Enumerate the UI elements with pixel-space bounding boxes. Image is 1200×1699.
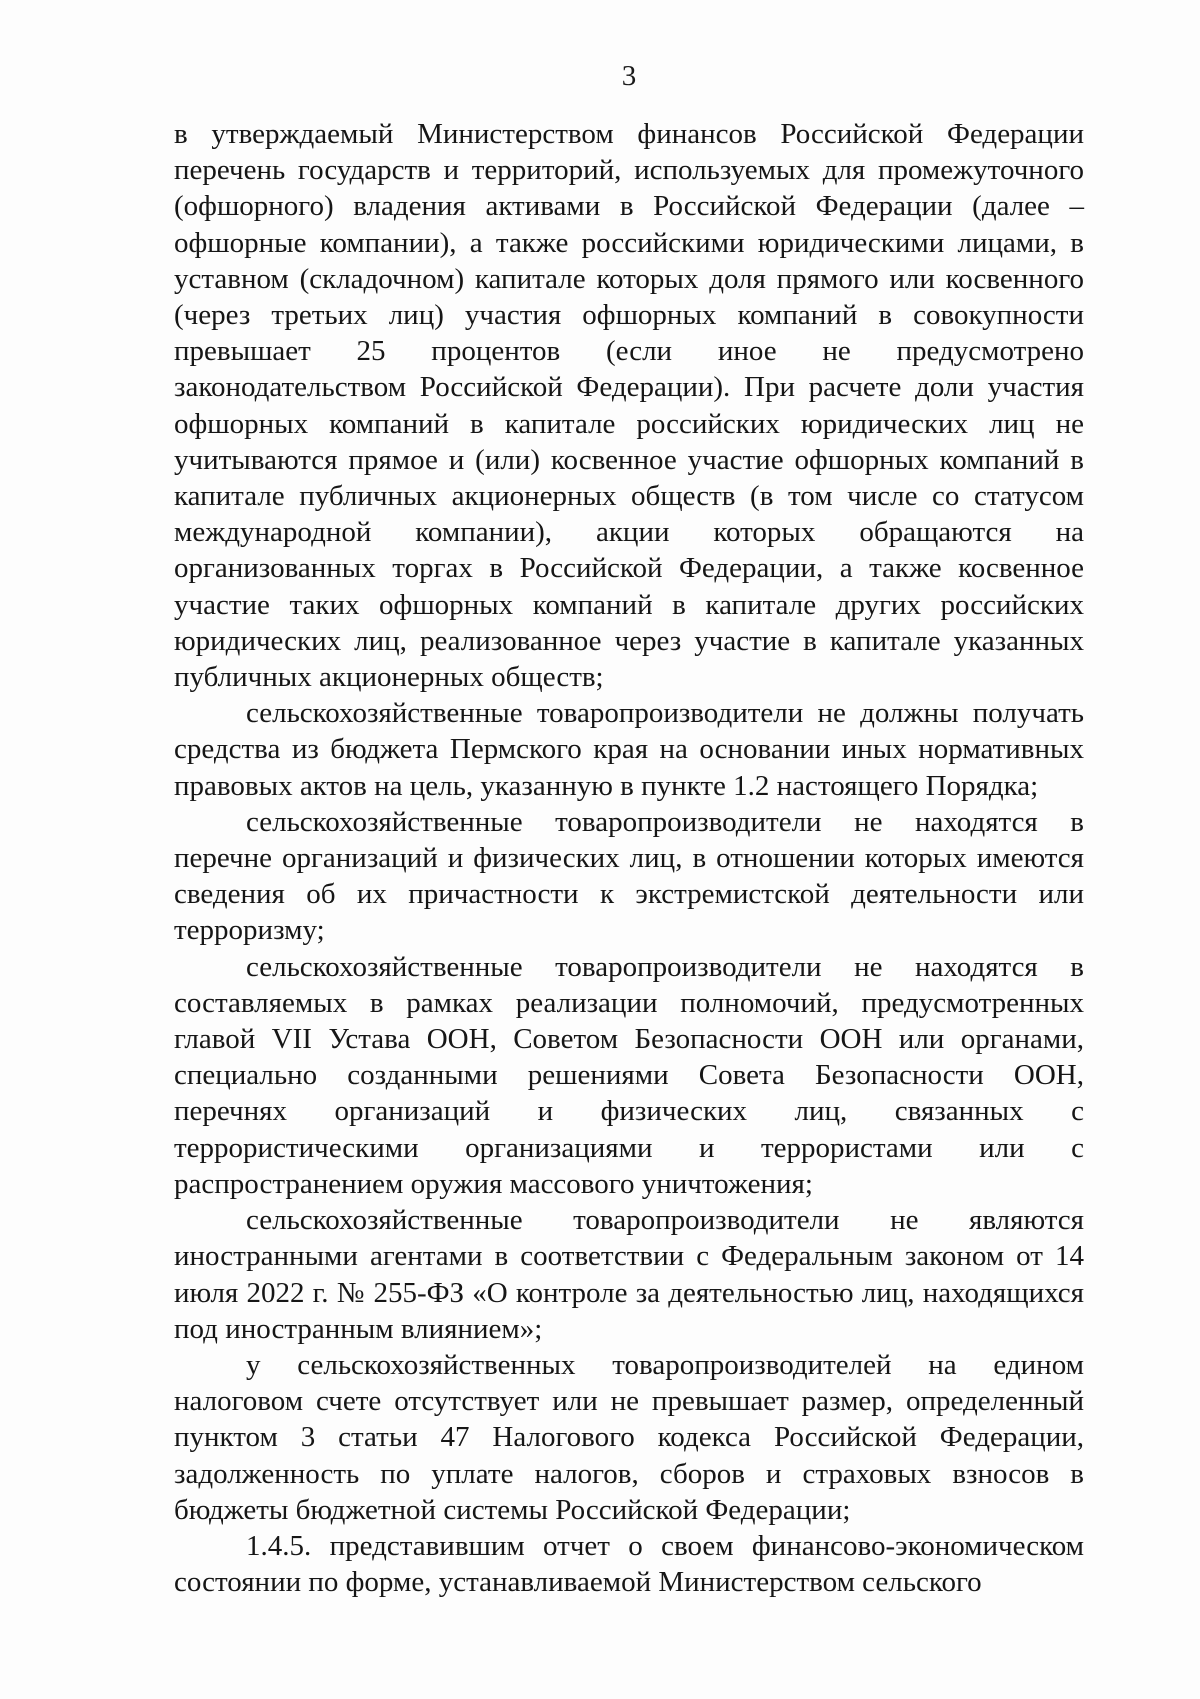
paragraph-budget-funds: сельскохозяйственные товаропроизводители не должны получать средства из бюджета Пермского края на основании иных нормативных правовых актов на цель, указанную в пункте 1.2 настоящего Порядка;	[174, 697, 1084, 802]
document-body	[174, 116, 1084, 1600]
paragraph-offshore-continuation: в утверждаемый Министерством финансов Российской Федерации перечень государств и территорий, используемых для промежуточного (офшорного) владения активами в Российской Федерации (далее – офшорные компании), а также российскими юридическими лицами, в уставном (складочном) капитале которых доля прямого или косвенного (через третьих лиц) участия офшорных компаний в совокупности превышает 25 процентов (если иное не предусмотрено законодательством Российской Федерации). При расчете доли участия офшорных компаний в капитале российских юридических лиц не учитываются прямое и (или) косвенное участие офшорных компаний в капитале публичных акционерных обществ (в том числе со статусом международной компании), акции которых обращаются на организованных торгах в Российской Федерации, а также косвенное участие таких офшорных компаний в капитале других российских юридических лиц, реализованное через участие в капитале указанных публичных акционерных обществ;	[174, 118, 1084, 694]
paragraph-tax-debt: у сельскохозяйственных товаропроизводителей на едином налоговом счете отсутствует или не превышает размер, определенный пунктом 3 статьи 47 Налогового кодекса Российской Федерации, задолженность по уплате налогов, сборов и страховых взносов в бюджеты бюджетной системы Российской Федерации;	[174, 1348, 1084, 1526]
paragraph-foreign-agents: сельскохозяйственные товаропроизводители не являются иностранными агентами в соответствии с Федеральным законом от 14 июля 2022 г. № 255-ФЗ «О контроле за деятельностью лиц, находящихся под иностранным влиянием»;	[174, 1204, 1084, 1345]
paragraph-un-sanctions-list: сельскохозяйственные товаропроизводители не находятся в составляемых в рамках реализации полномочий, предусмотренных главой VII Устава ООН, Советом Безопасности ООН или органами, специально созданными решениями Совета Безопасности ООН, перечнях организаций и физических лиц, связанных с террористическими организациями и террористами или с распространением оружия массового уничтожения;	[174, 950, 1084, 1200]
page-number: 3	[621, 60, 637, 92]
paragraph-extremism-list: сельскохозяйственные товаропроизводители не находятся в перечне организаций и физических лиц, в отношении которых имеются сведения об их причастности к экстремистской деятельности или терроризму;	[174, 805, 1084, 947]
paragraph-1-4-5-report: 1.4.5. представившим отчет о своем финансово-экономическом состоянии по форме, устанавливаемой Министерством сельского	[174, 1529, 1084, 1599]
